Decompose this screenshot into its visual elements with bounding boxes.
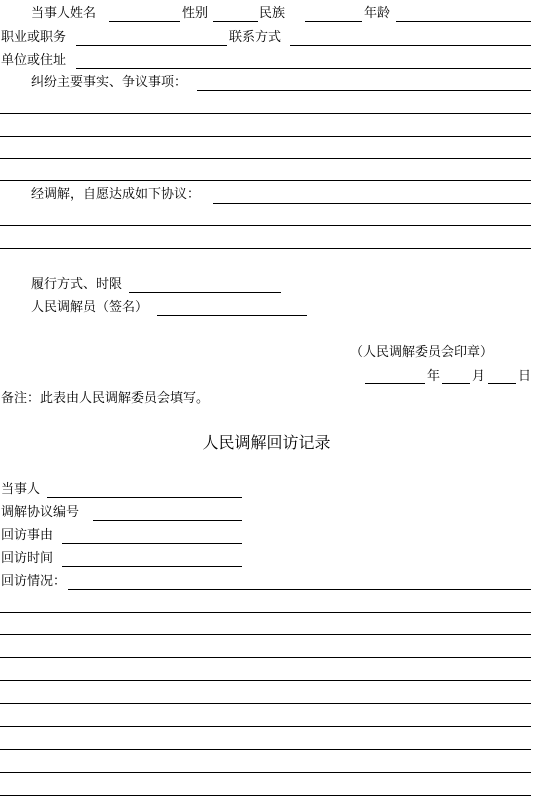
party-name-field[interactable]	[109, 21, 180, 22]
contact-label: 联系方式	[229, 30, 282, 45]
dispute-line[interactable]	[0, 158, 531, 159]
dispute-label: 纠纷主要事实、争议事项：	[31, 75, 188, 90]
followup-situation-line[interactable]	[0, 680, 531, 681]
followup-time-field[interactable]	[62, 566, 242, 567]
date-day-field[interactable]	[488, 383, 516, 384]
committee-seal-label: （人民调解委员会印章）	[350, 345, 494, 360]
followup-party-label: 当事人	[1, 482, 41, 497]
occupation-label: 职业或职务	[1, 30, 67, 45]
age-field[interactable]	[396, 21, 531, 22]
dispute-line[interactable]	[0, 136, 531, 137]
followup-reason-label: 回访事由	[1, 528, 54, 543]
contact-field[interactable]	[290, 45, 531, 46]
followup-situation-label: 回访情况：	[1, 574, 67, 589]
year-label: 年	[427, 369, 441, 384]
workplace-label: 单位或住址	[1, 53, 67, 68]
form-note: 备注：此表由人民调解委员会填写。	[1, 391, 210, 406]
occupation-field[interactable]	[76, 45, 227, 46]
date-year-field[interactable]	[365, 383, 425, 384]
gender-field[interactable]	[213, 21, 258, 22]
ethnicity-field[interactable]	[305, 21, 362, 22]
followup-situation-field[interactable]	[68, 589, 531, 590]
agreement-line[interactable]	[0, 248, 531, 249]
mediator-signature-field[interactable]	[157, 315, 307, 316]
followup-title: 人民调解回访记录	[202, 433, 331, 452]
dispute-field[interactable]	[197, 90, 531, 91]
month-label: 月	[472, 369, 486, 384]
gender-label: 性别	[182, 6, 209, 21]
agreement-number-label: 调解协议编号	[1, 505, 80, 520]
dispute-line[interactable]	[0, 113, 531, 114]
performance-field[interactable]	[129, 292, 281, 293]
ethnicity-label: 民族	[259, 6, 286, 21]
followup-situation-line[interactable]	[0, 657, 531, 658]
followup-situation-line[interactable]	[0, 612, 531, 613]
age-label: 年龄	[364, 6, 391, 21]
agreement-number-field[interactable]	[93, 520, 242, 521]
day-label: 日	[518, 369, 532, 384]
followup-situation-line[interactable]	[0, 795, 531, 796]
mediator-signature-label: 人民调解员（签名）	[31, 300, 149, 315]
followup-party-field[interactable]	[47, 497, 242, 498]
followup-situation-line[interactable]	[0, 726, 531, 727]
followup-time-label: 回访时间	[1, 551, 54, 566]
followup-situation-line[interactable]	[0, 749, 531, 750]
agreement-label: 经调解，自愿达成如下协议：	[31, 187, 201, 202]
followup-reason-field[interactable]	[62, 543, 242, 544]
party-name-label: 当事人姓名	[31, 6, 97, 21]
dispute-line[interactable]	[0, 180, 531, 181]
agreement-line[interactable]	[0, 225, 531, 226]
date-month-field[interactable]	[442, 383, 470, 384]
agreement-field[interactable]	[213, 203, 531, 204]
followup-situation-line[interactable]	[0, 703, 531, 704]
workplace-field[interactable]	[76, 68, 531, 69]
followup-situation-line[interactable]	[0, 634, 531, 635]
performance-label: 履行方式、时限	[31, 277, 123, 292]
followup-situation-line[interactable]	[0, 772, 531, 773]
